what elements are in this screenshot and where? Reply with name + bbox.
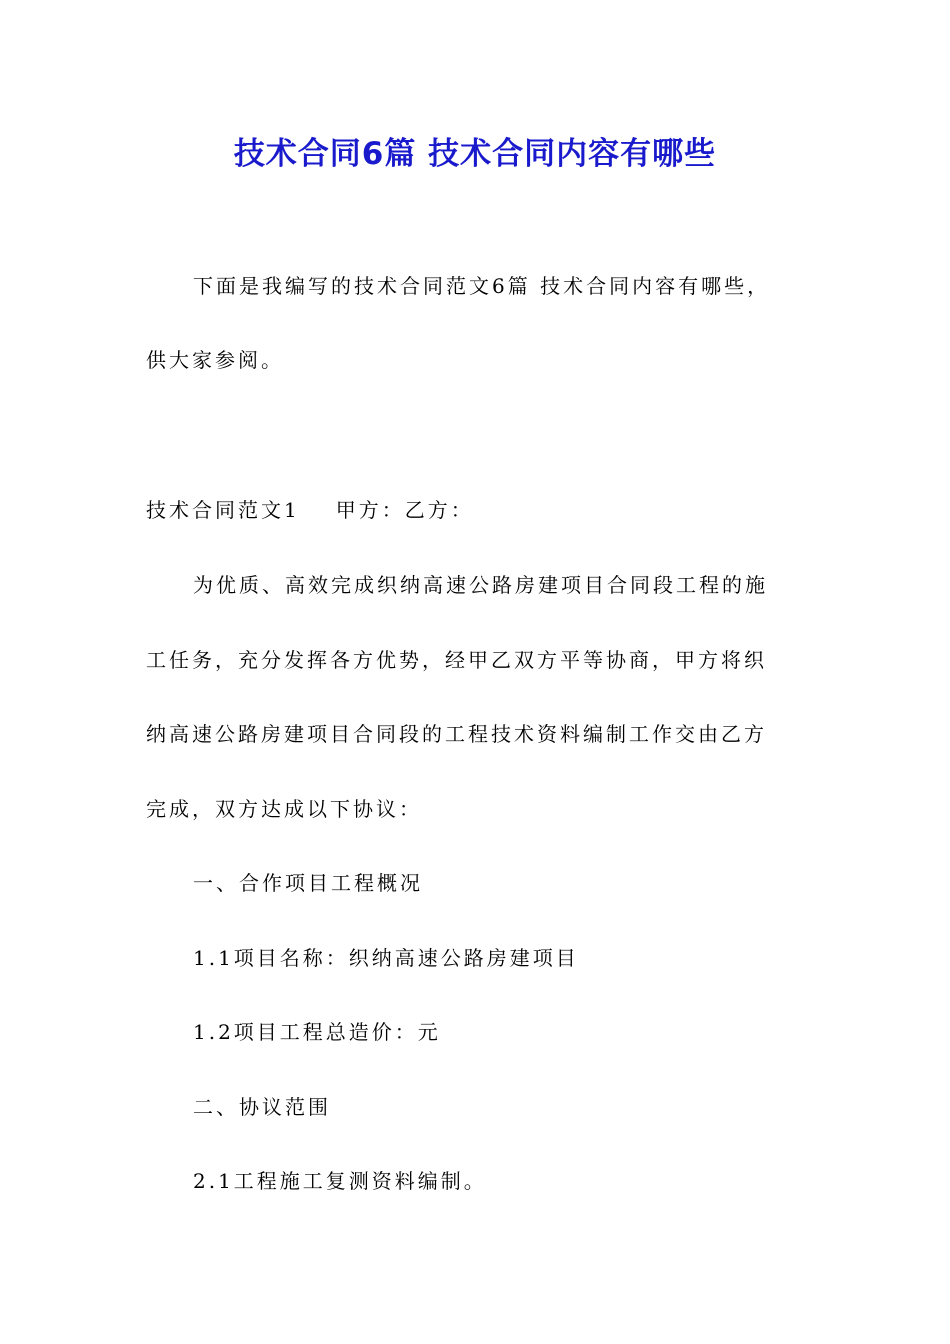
sample-heading-line [146, 496, 474, 524]
section-1-heading: 一、合作项目工程概况 [193, 871, 423, 895]
section-1-item-1: 1.1项目名称：织纳高速公路房建项目 [193, 946, 579, 970]
paragraph-line-3: 纳高速公路房建项目合同段的工程技术资料编制工作交由乙方 [146, 722, 767, 746]
section-2-item-1: 2.1工程施工复测资料编制。 [193, 1169, 487, 1193]
paragraph-line-2: 工任务，充分发挥各方优势，经甲乙双方平等协商，甲方将织 [146, 648, 767, 672]
document-title: 技术合同6篇 技术合同内容有哪些 [233, 136, 717, 172]
parties-label: 甲方：乙方： [335, 498, 474, 522]
paragraph-line-1: 为优质、高效完成织纳高速公路房建项目合同段工程的施 [193, 573, 768, 597]
section-1-item-2: 1.2项目工程总造价：元 [193, 1020, 441, 1044]
intro-line-2: 供大家参阅。 [146, 348, 284, 372]
paragraph-line-4: 完成，双方达成以下协议： [146, 797, 422, 821]
section-2-heading: 二、协议范围 [193, 1095, 331, 1119]
intro-line-1: 下面是我编写的技术合同范文6篇 技术合同内容有哪些， [193, 274, 771, 298]
sample-heading: 技术合同范文1 [146, 498, 300, 522]
